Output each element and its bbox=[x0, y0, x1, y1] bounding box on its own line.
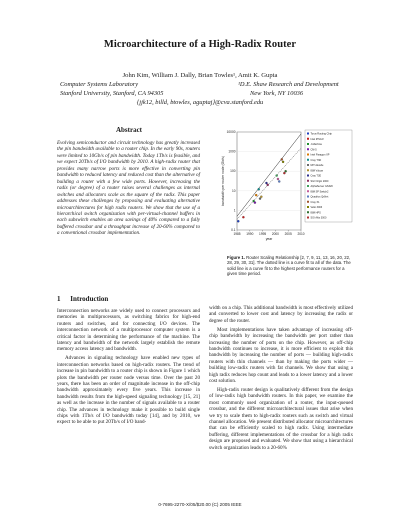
y-tick-label: 1 bbox=[233, 208, 236, 213]
legend-swatch bbox=[307, 190, 309, 192]
affiliation-left: Computer Systems Laboratory bbox=[60, 81, 139, 88]
data-point bbox=[242, 216, 244, 218]
author-list: John Kim, William J. Dally, Brian Towles¹, Amit K. Gupta bbox=[122, 72, 278, 79]
legend-swatch bbox=[307, 180, 309, 182]
legend-label: IBM HPS bbox=[310, 211, 321, 215]
paragraph: Advances in signaling technology have enabled new types of interconnection networks based on high-radix routers. The trend of increase in pin bandwidth to a router chip is shown in Figure 1 which plots the bandwidth per router node versus time. Over the past 20 years, there has been an order of magnitude increase in the off-chip bandwidth approximately every five years. This increase in bandwidth results from the high-speed signaling technology [15, 21] as well as the increase in the number of signals available to a router chip. The advances in technology make it possible to build single chips with 1Tb/s of I/O bandwidth today [14], and by 2010, we expect to be able to put 20Tb/s of I/O band- bbox=[57, 355, 200, 426]
legend-label: SGI Origin 2000 bbox=[310, 179, 329, 183]
figure-caption bbox=[227, 255, 353, 277]
author-emails: {jjk12, billd, btowles, aguptaj}@cva.stanford.edu bbox=[136, 99, 264, 106]
x-tick-label: 1985 bbox=[233, 232, 241, 236]
left-column-body bbox=[57, 308, 200, 428]
y-tick-label: 10 bbox=[231, 188, 236, 193]
paragraph: width on a chip. This additional bandwidth is most effectively utilized and converted to lower cost and latency by increasing the radix or degree of the router. bbox=[209, 305, 353, 324]
legend-label: Intel Paragon XP bbox=[310, 153, 330, 157]
legend-swatch bbox=[307, 159, 309, 161]
y-tick-label: 10000 bbox=[226, 130, 236, 134]
legend-label: MIT Alewife bbox=[310, 164, 324, 167]
data-point bbox=[258, 188, 260, 190]
legend-label: IBM Vulcan bbox=[310, 169, 324, 173]
legend-label: J-Machine bbox=[310, 143, 323, 146]
x-tick-label: 2000 bbox=[271, 232, 279, 236]
data-point bbox=[259, 197, 261, 199]
data-point bbox=[255, 194, 257, 196]
data-point bbox=[254, 202, 256, 204]
abstract-heading: Abstract bbox=[115, 126, 143, 134]
legend-label: AlphaServer GS320 bbox=[310, 185, 333, 188]
legend-swatch bbox=[307, 138, 309, 140]
legend-swatch bbox=[307, 196, 309, 198]
figure-caption-label: Figure 1. bbox=[227, 255, 245, 260]
figure-1 bbox=[209, 126, 353, 248]
legend-label: Torus Routing Chip bbox=[310, 132, 332, 136]
data-point bbox=[281, 158, 283, 160]
legend-label: CM-5 bbox=[310, 148, 317, 152]
y-tick-label: 100 bbox=[230, 169, 236, 174]
legend-swatch bbox=[307, 217, 309, 219]
abstract-text: Evolving semiconductor and circuit technology has greatly increased the pin bandwidth available to a router chip. In the early 90s, routers were limited to 10Gb/s of pin bandwidth. Today 1Tb/s is feasible, and we expect 20Tb/s of I/O bandwidth by 2010. A high-radix router that provides many narrow ports is more effective in converting pin bandwidth to reduced latency and reduced cost than the alternative of building a router with a few wide ports. However, increasing the radix (or degree) of a router raises several challenges as internal switches and allocators scale as the square of the radix. This paper addresses these challenges by proposing and evaluating alternative microarchitectures for high radix routers. We show that the use of a hierarchical switch organization with per-virtual-channel buffers in each subswitch enables an area savings of 40% compared to a fully buffered crossbar and a throughput increase of 20-60% compared to a conventional crossbar implementation. bbox=[57, 140, 200, 237]
data-point bbox=[237, 220, 239, 222]
paragraph: Most implementations have taken advantage of increasing off-chip bandwidth by increasing the bandwidth per port rather than increasing the number of ports on the chip. However, as off-chip bandwidth continues to increase, it is more efficient to exploit this bandwidth by increasing the number of ports — building high-radix routers with thin channels — than by making the ports wider — building low-radix routers with fat channels. We show that using a high radix reduces hop count and leads to a lower latency and a lower cost solution. bbox=[209, 326, 353, 384]
right-column-body bbox=[209, 305, 353, 453]
x-tick-label: 1995 bbox=[259, 232, 267, 236]
affiliation-address-right: New York, NY 10036 bbox=[250, 90, 304, 97]
data-point bbox=[285, 170, 287, 172]
y-tick-label: 0.1 bbox=[231, 228, 236, 232]
data-point bbox=[276, 174, 278, 176]
legend-label: Cray X1 bbox=[310, 200, 320, 204]
legend-swatch bbox=[307, 201, 309, 203]
paragraph: Interconnection networks are widely used to connect processors and memories in multiprocessors, as switching fabrics for high-end routers and switches, and for connecting I/O devices. The interconnection network of a multiprocessor computer system is a critical factor in determining the performance of the machine. The latency and bandwidth of the network largely establish the remote memory access latency and bandwidth. bbox=[57, 308, 200, 353]
legend-swatch bbox=[307, 169, 309, 171]
legend-label: Cray T3D bbox=[310, 158, 322, 162]
section-number: 1 bbox=[57, 295, 61, 303]
legend-label: Quadrics QsNet bbox=[310, 195, 329, 199]
x-axis-label: year bbox=[265, 237, 273, 241]
legend-label: SGI Altix 3000 bbox=[310, 216, 327, 220]
legend-swatch bbox=[307, 175, 309, 177]
legend-swatch bbox=[307, 206, 309, 208]
legend-label: Intel iPSC/2 bbox=[310, 137, 324, 141]
data-point bbox=[277, 178, 279, 180]
paper-title: Microarchitecture of a High-Radix Router bbox=[103, 39, 297, 50]
x-tick-label: 2005 bbox=[284, 232, 292, 236]
affiliation-right: ¹D.E. Shaw Research and Development bbox=[238, 81, 339, 88]
legend-swatch bbox=[307, 154, 309, 156]
legend-label: IBM SP Switch2 bbox=[310, 190, 329, 194]
legend-swatch bbox=[307, 211, 309, 213]
x-tick-label: 1990 bbox=[246, 232, 254, 236]
x-tick-label: 2010 bbox=[297, 232, 305, 236]
y-tick-label: 1000 bbox=[228, 149, 236, 154]
legend-swatch bbox=[307, 185, 309, 187]
section-heading bbox=[57, 295, 108, 303]
y-axis-label: bandwidth per router node (Gb/s) bbox=[221, 156, 225, 206]
copyright-footer: 0-7695-2270-X/05/$20.00 (C) 2005 IEEE bbox=[158, 502, 242, 507]
data-point bbox=[260, 196, 262, 198]
legend-swatch bbox=[307, 164, 309, 166]
data-point bbox=[282, 161, 284, 163]
data-point bbox=[283, 172, 285, 174]
legend-swatch bbox=[307, 133, 309, 135]
legend-label: Cray T3E bbox=[310, 174, 322, 178]
paragraph: High-radix router design is qualitatively different from the design of low-radix high bandwidth routers. In this paper, we examine the most commonly used organization of a router, the input-queued crossbar, and the different microarchitectural issues that arise when we try to scale them to high-radix routers such as switch and virtual channel allocation. We present distributed allocator microarchitectures that can be efficiently scaled to high radix. Using intermediate buffering, different implementations of the crossbar for a high radix design are proposed and evaluated. We show that using a hierarchical switch organization leads to a 20-60% bbox=[209, 386, 353, 451]
data-point bbox=[278, 180, 280, 182]
data-point bbox=[267, 184, 269, 186]
scaling-chart bbox=[209, 126, 353, 248]
section-title: Introduction bbox=[70, 295, 109, 303]
affiliation-address-left: Stanford University, Stanford, CA 94305 bbox=[60, 90, 164, 97]
legend-swatch bbox=[307, 143, 309, 145]
legend-swatch bbox=[307, 148, 309, 150]
data-point bbox=[265, 182, 267, 184]
figure-caption-text: Router Scaling Relationship [2, 7, 9, 11, 13, 16, 20, 22, 28, 29, 30, 31]. The dotted line is a curve fit to all of the data. The solid line is a curve fit to the highest performance routers for a given time period. bbox=[227, 255, 351, 277]
legend-label: Velio 3003 bbox=[310, 206, 323, 209]
